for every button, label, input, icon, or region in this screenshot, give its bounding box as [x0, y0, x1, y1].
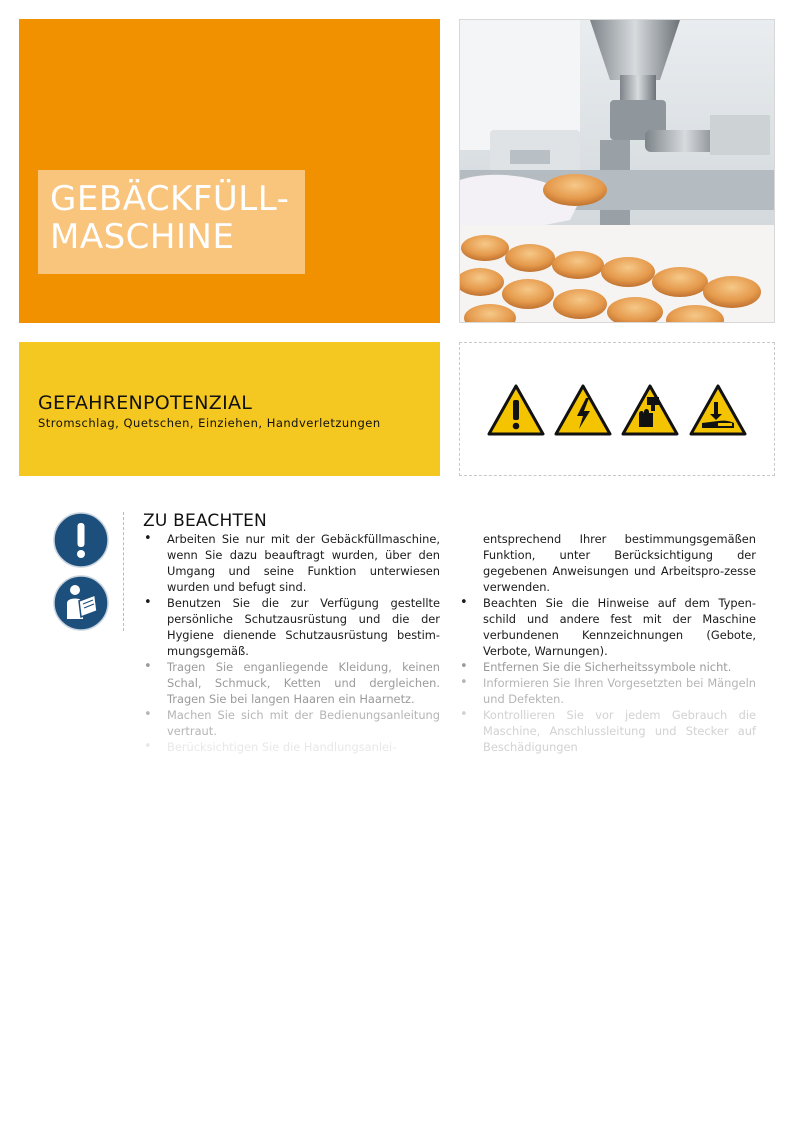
hazard-panel [19, 342, 440, 476]
hazard-subtitle: Stromschlag, Quetschen, Einziehen, Handverletzungen [38, 416, 381, 430]
list-item: • Tragen Sie enganliegende Kleidung, keinen Schal, Schmuck, Ketten und dergleichen. Tragen Sie bei langen Haaren ein Haarnetz. [143, 659, 440, 707]
page-title-line-1: GEBÄCKFÜLL- [50, 179, 290, 219]
list-item: • Beachten Sie die Hinweise auf dem Typen-schild und andere fest mit der Maschine verbundenen Kennzeichnungen (Gebote, Verbote, Warnungen). [459, 595, 756, 659]
title-panel [19, 19, 440, 323]
general-mandatory-icon [53, 512, 109, 568]
notes-title: ZU BEACHTEN [143, 511, 267, 531]
crushing-hazard-warning-icon [620, 383, 680, 437]
list-item: entsprechend Ihrer bestimmungsgemäßen Funktion, unter Berücksichtigung der gegebenen Anweisungen und Arbeitspro-zesse verwenden. [483, 532, 756, 594]
list-item: • Machen Sie sich mit der Bedienungsanleitung vertraut. [143, 707, 440, 739]
list-item: • Arbeiten Sie nur mit der Gebäckfüllmaschine, wenn Sie dazu beauftragt wurden, über den Umgang und seine Funktion unterwiesen wurden und befugt sind. [143, 531, 440, 595]
list-item: • Benutzen Sie die zur Verfügung gestellte persönliche Schutzausrüstung und die der Hygiene dienende Schutzausrüstung bestim-mungsgemäß. [143, 595, 440, 659]
electric-voltage-warning-icon [553, 383, 613, 437]
notes-column-right [459, 531, 756, 755]
list-item: • Informieren Sie Ihren Vorgesetzten bei Mängeln und Defekten. [459, 675, 756, 707]
section-divider [123, 512, 124, 631]
title-label-box [38, 170, 305, 274]
hazard-title: GEFAHRENPOTENZIAL [38, 392, 253, 414]
read-manual-icon [53, 575, 109, 631]
warning-signs-panel [459, 342, 775, 476]
notes-column-left [143, 531, 440, 755]
general-warning-icon [486, 383, 546, 437]
list-item: • Kontrollieren Sie vor jedem Gebrauch die Maschine, Anschlussleitung und Stecker auf Beschädigungen [459, 707, 756, 755]
hand-injury-warning-icon [688, 383, 748, 437]
list-item: • Berücksichtigen Sie die Handlungsanlei- [143, 739, 440, 755]
page-title-line-2: MASCHINE [50, 217, 235, 257]
list-item: • Entfernen Sie die Sicherheitssymbole nicht. [459, 659, 756, 675]
machine-photo [459, 19, 775, 323]
